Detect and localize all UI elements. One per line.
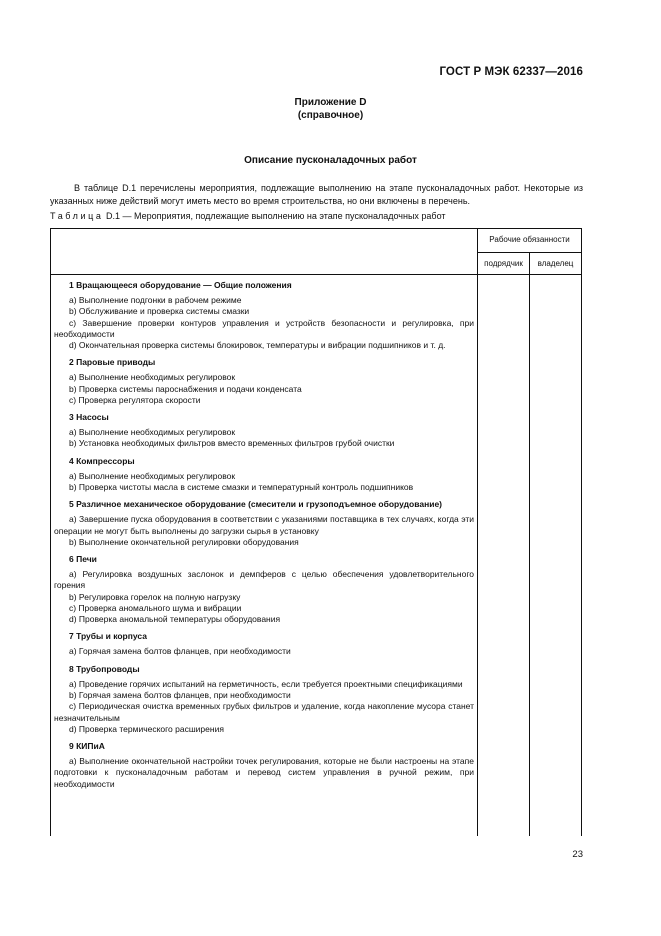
section-title: Описание пусконаладочных работ — [244, 155, 417, 166]
appendix-title: Приложение D — [294, 97, 367, 108]
activity-group-title: 4 Компрессоры — [69, 455, 135, 466]
table-border-left — [50, 228, 51, 836]
activity-item: b) Выполнение окончательной регулировки оборудования — [69, 536, 299, 547]
activity-item: a) Регулировка воздушных заслонок и демпферов с целью обеспечения удовлетворительного горения — [54, 569, 474, 591]
activity-item: b) Горячая замена болтов фланцев, при необходимости — [69, 690, 291, 701]
activity-item: d) Проверка термического расширения — [69, 723, 224, 734]
activity-item: a) Выполнение необходимых регулировок — [69, 372, 236, 383]
activity-item: a) Завершение пуска оборудования в соответствии с указаниями поставщика в тех случаях, когда эти операции не могут быть выполнены до загрузки сырья в установку — [54, 514, 474, 536]
header-contractor: подрядчик — [484, 259, 523, 268]
activity-item: c) Проверка аномального шума и вибрации — [69, 602, 242, 613]
standard-designation: ГОСТ Р МЭК 62337—2016 — [439, 66, 583, 78]
table-caption — [50, 211, 446, 221]
activity-group — [54, 554, 474, 625]
activity-group — [54, 741, 474, 790]
header-bottom-rule — [50, 274, 582, 275]
page-number: 23 — [572, 849, 583, 860]
activity-group-title: 1 Вращающееся оборудование — Общие положения — [69, 280, 292, 290]
activity-item: a) Проведение горячих испытаний на герметичность, если требуется проектными спецификациями — [69, 678, 463, 689]
header-responsibilities: Рабочие обязанности — [489, 235, 570, 244]
activity-item: c) Проверка регулятора скорости — [69, 394, 201, 405]
activity-group — [54, 456, 474, 494]
activity-item: a) Выполнение необходимых регулировок — [69, 470, 236, 481]
activity-item: a) Выполнение окончательной настройки точек регулирования, которые не были настроены на этапе подготовки к пусконаладочным работам и перевод систем управления в ручной режим, при необходимости — [54, 756, 474, 789]
activity-item: b) Обслуживание и проверка системы смазки — [69, 306, 250, 317]
table-border-top — [50, 228, 582, 229]
activity-group — [54, 664, 474, 735]
activity-item: a) Горячая замена болтов фланцев, при необходимости — [69, 646, 291, 657]
column-divider-contractor — [477, 228, 478, 836]
activity-item: c) Завершение проверки контуров управления и устройств безопасности и регулировка, при необходимости — [54, 317, 474, 339]
appendix-subtitle: (справочное) — [297, 110, 364, 121]
header-owner: владелец — [537, 259, 574, 268]
table-caption-prefix: Таблица — [50, 211, 104, 221]
intro-paragraph — [50, 182, 583, 208]
activity-item: b) Регулировка горелок на полную нагрузку — [69, 591, 241, 602]
activity-item: a) Выполнение необходимых регулировок — [69, 427, 236, 438]
activity-item: b) Установка необходимых фильтров вместо временных фильтров грубой очистки — [69, 438, 395, 449]
activities-table — [50, 228, 582, 836]
activity-group-title: 9 КИПиА — [69, 740, 105, 751]
activity-group-title: 2 Паровые приводы — [69, 357, 156, 368]
intro-text: В таблице D.1 перечислены мероприятия, подлежащие выполнению на этапе пусконаладочных работ. Некоторые из указанных ниже действий могут иметь место во время строительства, но они включены в перечень. — [50, 183, 583, 206]
activity-group — [54, 412, 474, 450]
column-divider-owner — [529, 253, 530, 836]
activity-item: b) Проверка системы пароснабжения и подачи конденсата — [69, 383, 302, 394]
activity-group-title: 5 Различное механическое оборудование (смесители и грузоподъемное оборудование) — [69, 499, 442, 510]
activity-group — [54, 280, 474, 351]
activity-group-title: 6 Печи — [69, 554, 97, 565]
activity-group-title: 8 Трубопроводы — [69, 663, 140, 674]
activity-group-title: 3 Насосы — [69, 412, 109, 423]
activity-group — [54, 499, 474, 548]
table-border-right — [581, 228, 582, 836]
activity-item: d) Проверка аномальной температуры оборудования — [69, 614, 281, 625]
activity-group-title: 7 Трубы и корпуса — [69, 631, 147, 642]
activity-item: b) Проверка чистоты масла в системе смазки и температурный контроль подшипников — [69, 482, 414, 493]
activity-group — [54, 631, 474, 657]
activity-group — [54, 357, 474, 406]
table-caption-text: D.1 — Мероприятия, подлежащие выполнению на этапе пусконаладочных работ — [106, 211, 446, 221]
activity-item: c) Периодическая очистка временных грубых фильтров и удаление, когда накопление мусора станет незначительным — [54, 701, 474, 723]
activity-item: d) Окончательная проверка системы блокировок, температуры и вибрации подшипников и т. д. — [69, 340, 446, 351]
activities-list — [54, 280, 474, 796]
appendix-heading — [0, 96, 661, 122]
activity-item: a) Выполнение подгонки в рабочем режиме — [69, 295, 242, 306]
